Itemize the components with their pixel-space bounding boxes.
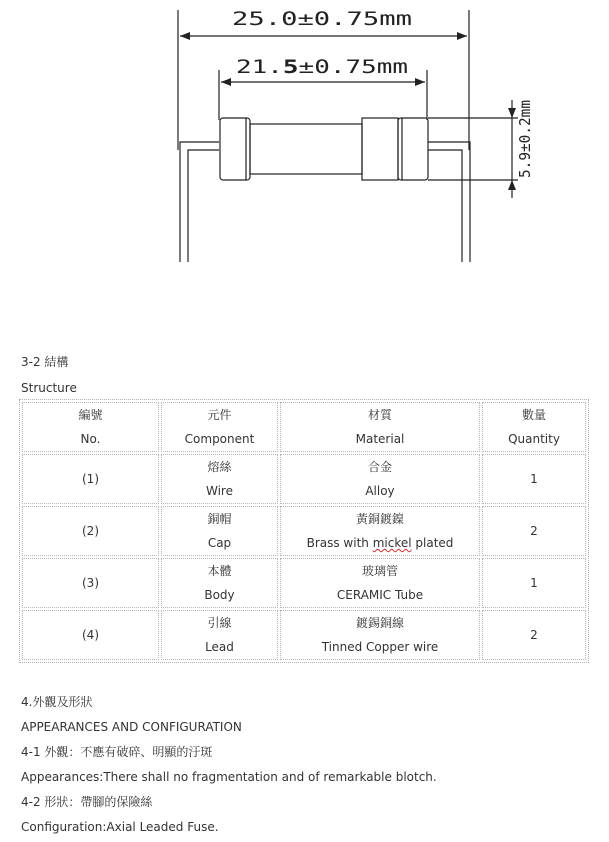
row-no: (1) — [22, 454, 159, 504]
arrow-overall-left — [180, 32, 190, 40]
header-quantity-en: Quantity — [508, 432, 560, 446]
material-en-part-a: Brass with — [306, 536, 373, 550]
row-component — [161, 558, 278, 608]
row-no: (4) — [22, 610, 159, 660]
material-en: Alloy — [365, 484, 395, 498]
material-en: Tinned Copper wire — [321, 640, 439, 654]
material-zh: 黃銅鍍鎳 — [355, 512, 404, 526]
arrow-diameter-bottom — [508, 180, 516, 190]
row-material — [280, 454, 480, 504]
material-en-misspelled: mickel — [372, 536, 412, 550]
right-lead — [428, 142, 470, 262]
row-no: (3) — [22, 558, 159, 608]
header-component-zh: 元件 — [207, 408, 232, 422]
table-header-row — [22, 402, 586, 452]
header-quantity — [482, 402, 586, 452]
table-row — [22, 506, 586, 556]
header-material-en: Material — [355, 432, 405, 446]
material-zh: 玻璃管 — [361, 564, 398, 578]
section-4-title: 4.外觀及形狀 — [21, 695, 93, 709]
row-no: (2) — [22, 506, 159, 556]
component-zh: 引線 — [207, 616, 232, 630]
material-zh: 合金 — [367, 460, 392, 474]
dim-body-bold: 5 — [282, 56, 295, 78]
row-quantity: 2 — [482, 506, 586, 556]
row-material — [280, 558, 480, 608]
section-3-2-subtitle: Structure — [21, 381, 77, 395]
right-lead-inner — [428, 150, 462, 262]
dim-body-suffix: ±0.75mm — [298, 56, 379, 78]
row-material — [280, 506, 480, 556]
material-en: CERAMIC Tube — [336, 588, 424, 602]
arrow-diameter-top — [508, 108, 516, 118]
table-row — [22, 610, 586, 660]
header-component-en: Component — [184, 432, 255, 446]
arrow-overall-right — [457, 32, 467, 40]
row-component — [161, 454, 278, 504]
dim-diameter-label: 5.9±0.2mm — [516, 96, 534, 178]
header-material-zh: 材質 — [367, 408, 392, 422]
row-quantity: 2 — [482, 610, 586, 660]
header-no — [22, 402, 159, 452]
structure-table — [19, 399, 589, 663]
row-quantity: 1 — [482, 558, 586, 608]
component-en: Body — [204, 588, 235, 602]
material-zh: 鍍錫銅線 — [355, 616, 404, 630]
row-quantity: 1 — [482, 454, 586, 504]
component-en: Cap — [207, 536, 232, 550]
row-component — [161, 610, 278, 660]
dim-body-label — [236, 56, 408, 78]
left-lead — [180, 142, 219, 262]
component-en: Lead — [205, 640, 234, 654]
header-quantity-zh: 數量 — [521, 408, 546, 422]
component-zh: 熔絲 — [207, 460, 232, 474]
section-4-title-en: APPEARANCES AND CONFIGURATION — [21, 720, 242, 734]
header-no-en: No. — [80, 432, 101, 446]
component-zh: 本體 — [207, 564, 232, 578]
table-row — [22, 558, 586, 608]
dim-body-prefix: 21. — [236, 56, 271, 78]
row-component — [161, 506, 278, 556]
arrow-body-right — [415, 78, 425, 86]
header-material — [280, 402, 480, 452]
header-component — [161, 402, 278, 452]
right-cap — [362, 118, 398, 180]
table-row — [22, 454, 586, 504]
row-material — [280, 610, 480, 660]
fuse-dimension-drawing — [0, 0, 609, 330]
section-4-1-title: 4-1 外觀：不應有破碎、明顯的汙斑 — [21, 745, 213, 759]
section-4-2-title: 4-2 形狀：帶腳的保險絲 — [21, 795, 153, 809]
header-no-zh: 編號 — [78, 408, 103, 422]
arrow-body-left — [221, 78, 231, 86]
section-3-2-title: 3-2 結構 — [21, 355, 69, 369]
component-zh: 銅帽 — [207, 512, 232, 526]
material-en-part-c: plated — [411, 536, 454, 550]
section-4-2-text: Configuration:Axial Leaded Fuse. — [21, 820, 219, 834]
ceramic-body — [250, 124, 362, 174]
component-en: Wire — [206, 484, 233, 498]
dim-overall-label: 25.0±0.75mm — [232, 8, 412, 30]
material-en — [307, 536, 454, 550]
section-4-1-text: Appearances:There shall no fragmentation and of remarkable blotch. — [21, 770, 437, 784]
left-lead-inner — [188, 150, 219, 262]
